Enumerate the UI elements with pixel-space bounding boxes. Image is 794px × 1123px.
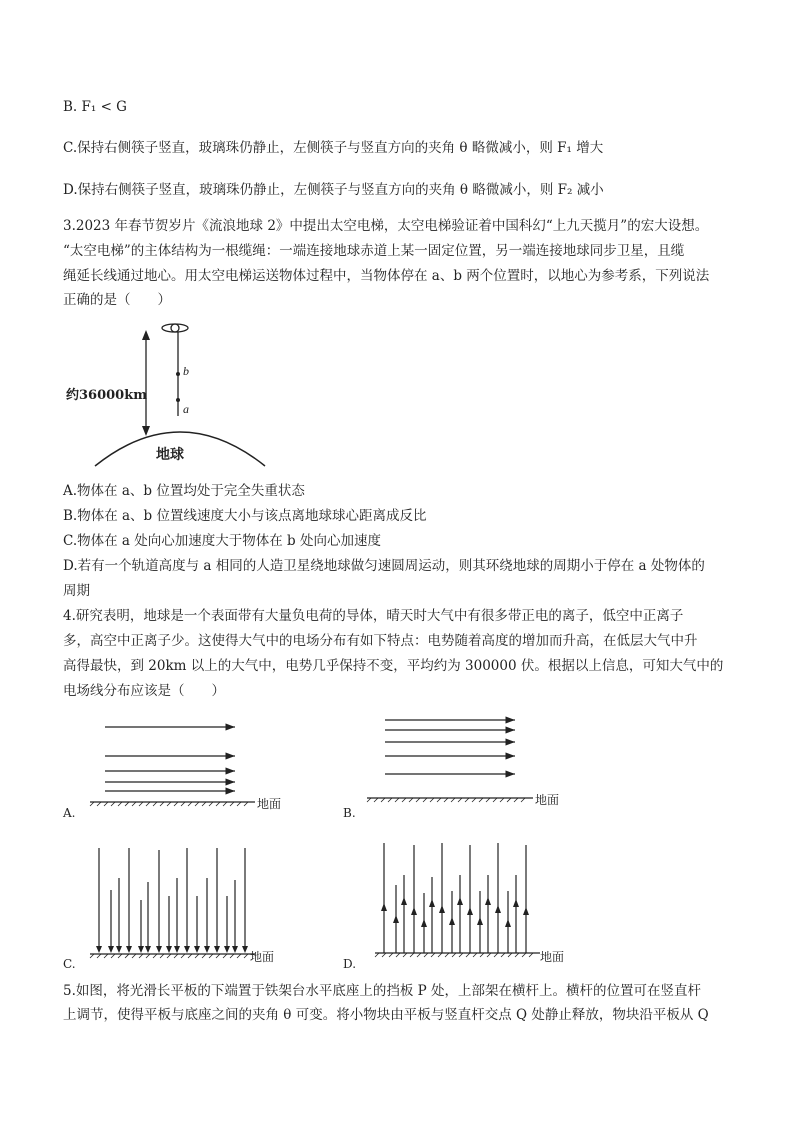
option-d-label: D. xyxy=(343,957,357,971)
ground-label-d: 地面 xyxy=(540,950,565,964)
q4-stem-line4: 电场线分布应该是（ ） xyxy=(63,683,225,699)
q2-option-d: D.保持右侧筷子竖直，玻璃珠仍静止，左侧筷子与竖直方向的夹角 θ 略微减小，则 F₂ 减小 xyxy=(63,182,604,198)
q2-option-b: B. F₁ < G xyxy=(63,99,127,115)
q3-stem-line4: 正确的是（ ） xyxy=(63,292,171,308)
option-a-label: A. xyxy=(63,806,76,820)
q2-option-c: C.保持右侧筷子竖直，玻璃珠仍静止，左侧筷子与竖直方向的夹角 θ 略微减小，则 F₁ 增大 xyxy=(63,140,604,156)
ground-label-c: 地面 xyxy=(250,950,275,964)
option-b-label: B. xyxy=(343,806,356,820)
point-a-label: a xyxy=(183,402,189,416)
q3-option-b: B.物体在 a、b 位置线速度大小与该点离地球球心距离成反比 xyxy=(63,508,427,524)
q5-stem-line2: 上调节，使得平板与底座之间的夹角 θ 可变。将小物块由平板与竖直杆交点 Q 处静止释放，物块沿平板从 Q xyxy=(63,1007,709,1023)
q5-stem-line1: 5.如图，将光滑长平板的下端置于铁架台水平底座上的挡板 P 处，上部架在横杆上。横杆的位置可在竖直杆 xyxy=(63,983,702,999)
q3-stem-line1: 3.2023 年春节贺岁片《流浪地球 2》中提出太空电梯，太空电梯验证着中国科幻“上九天揽月”的宏大设想。 xyxy=(63,218,709,234)
q3-stem-line3: 绳延长线通过地心。用太空电梯运送物体过程中，当物体停在 a、b 两个位置时，以地心为参考系，下列说法 xyxy=(63,268,710,284)
ground-label-a: 地面 xyxy=(257,797,282,811)
q4-figure-a xyxy=(85,718,345,818)
q4-stem-line3: 高得最快，到 20km 以上的大气中，电势几乎保持不变，平均约为 300000 伏。根据以上信息，可知大气中的 xyxy=(63,658,724,674)
q3-option-c: C.物体在 a 处向心加速度大于物体在 b 处向心加速度 xyxy=(63,533,381,549)
q3-stem-line2: “太空电梯”的主体结构为一根缆绳：一端连接地球赤道上某一固定位置，另一端连接地球同步卫星，且缆 xyxy=(63,243,685,259)
distance-label: 约36000km xyxy=(66,388,147,403)
q4-figure-c xyxy=(85,840,285,960)
option-c-label: C. xyxy=(63,957,76,971)
q4-figure-b xyxy=(365,710,625,810)
q4-figure-d xyxy=(370,835,570,960)
q4-stem-line1: 4.研究表明，地球是一个表面带有大量负电荷的导体，晴天时大气中有很多带正电的离子，低空中正离子 xyxy=(63,608,684,624)
earth-label: 地球 xyxy=(156,447,184,463)
ground-label-b: 地面 xyxy=(535,793,560,807)
q3-option-d-line2: 周期 xyxy=(63,583,90,599)
q3-option-a: A.物体在 a、b 位置均处于完全失重状态 xyxy=(63,483,305,499)
q3-option-d-line1: D.若有一个轨道高度与 a 相同的人造卫星绕地球做匀速圆周运动，则其环绕地球的周期小于停在 a 处物体的 xyxy=(63,558,705,574)
point-b-label: b xyxy=(183,364,189,378)
q4-stem-line2: 多，高空中正离子少。这使得大气中的电场分布有如下特点：电势随着高度的增加而升高，在低层大气中升 xyxy=(63,633,698,649)
